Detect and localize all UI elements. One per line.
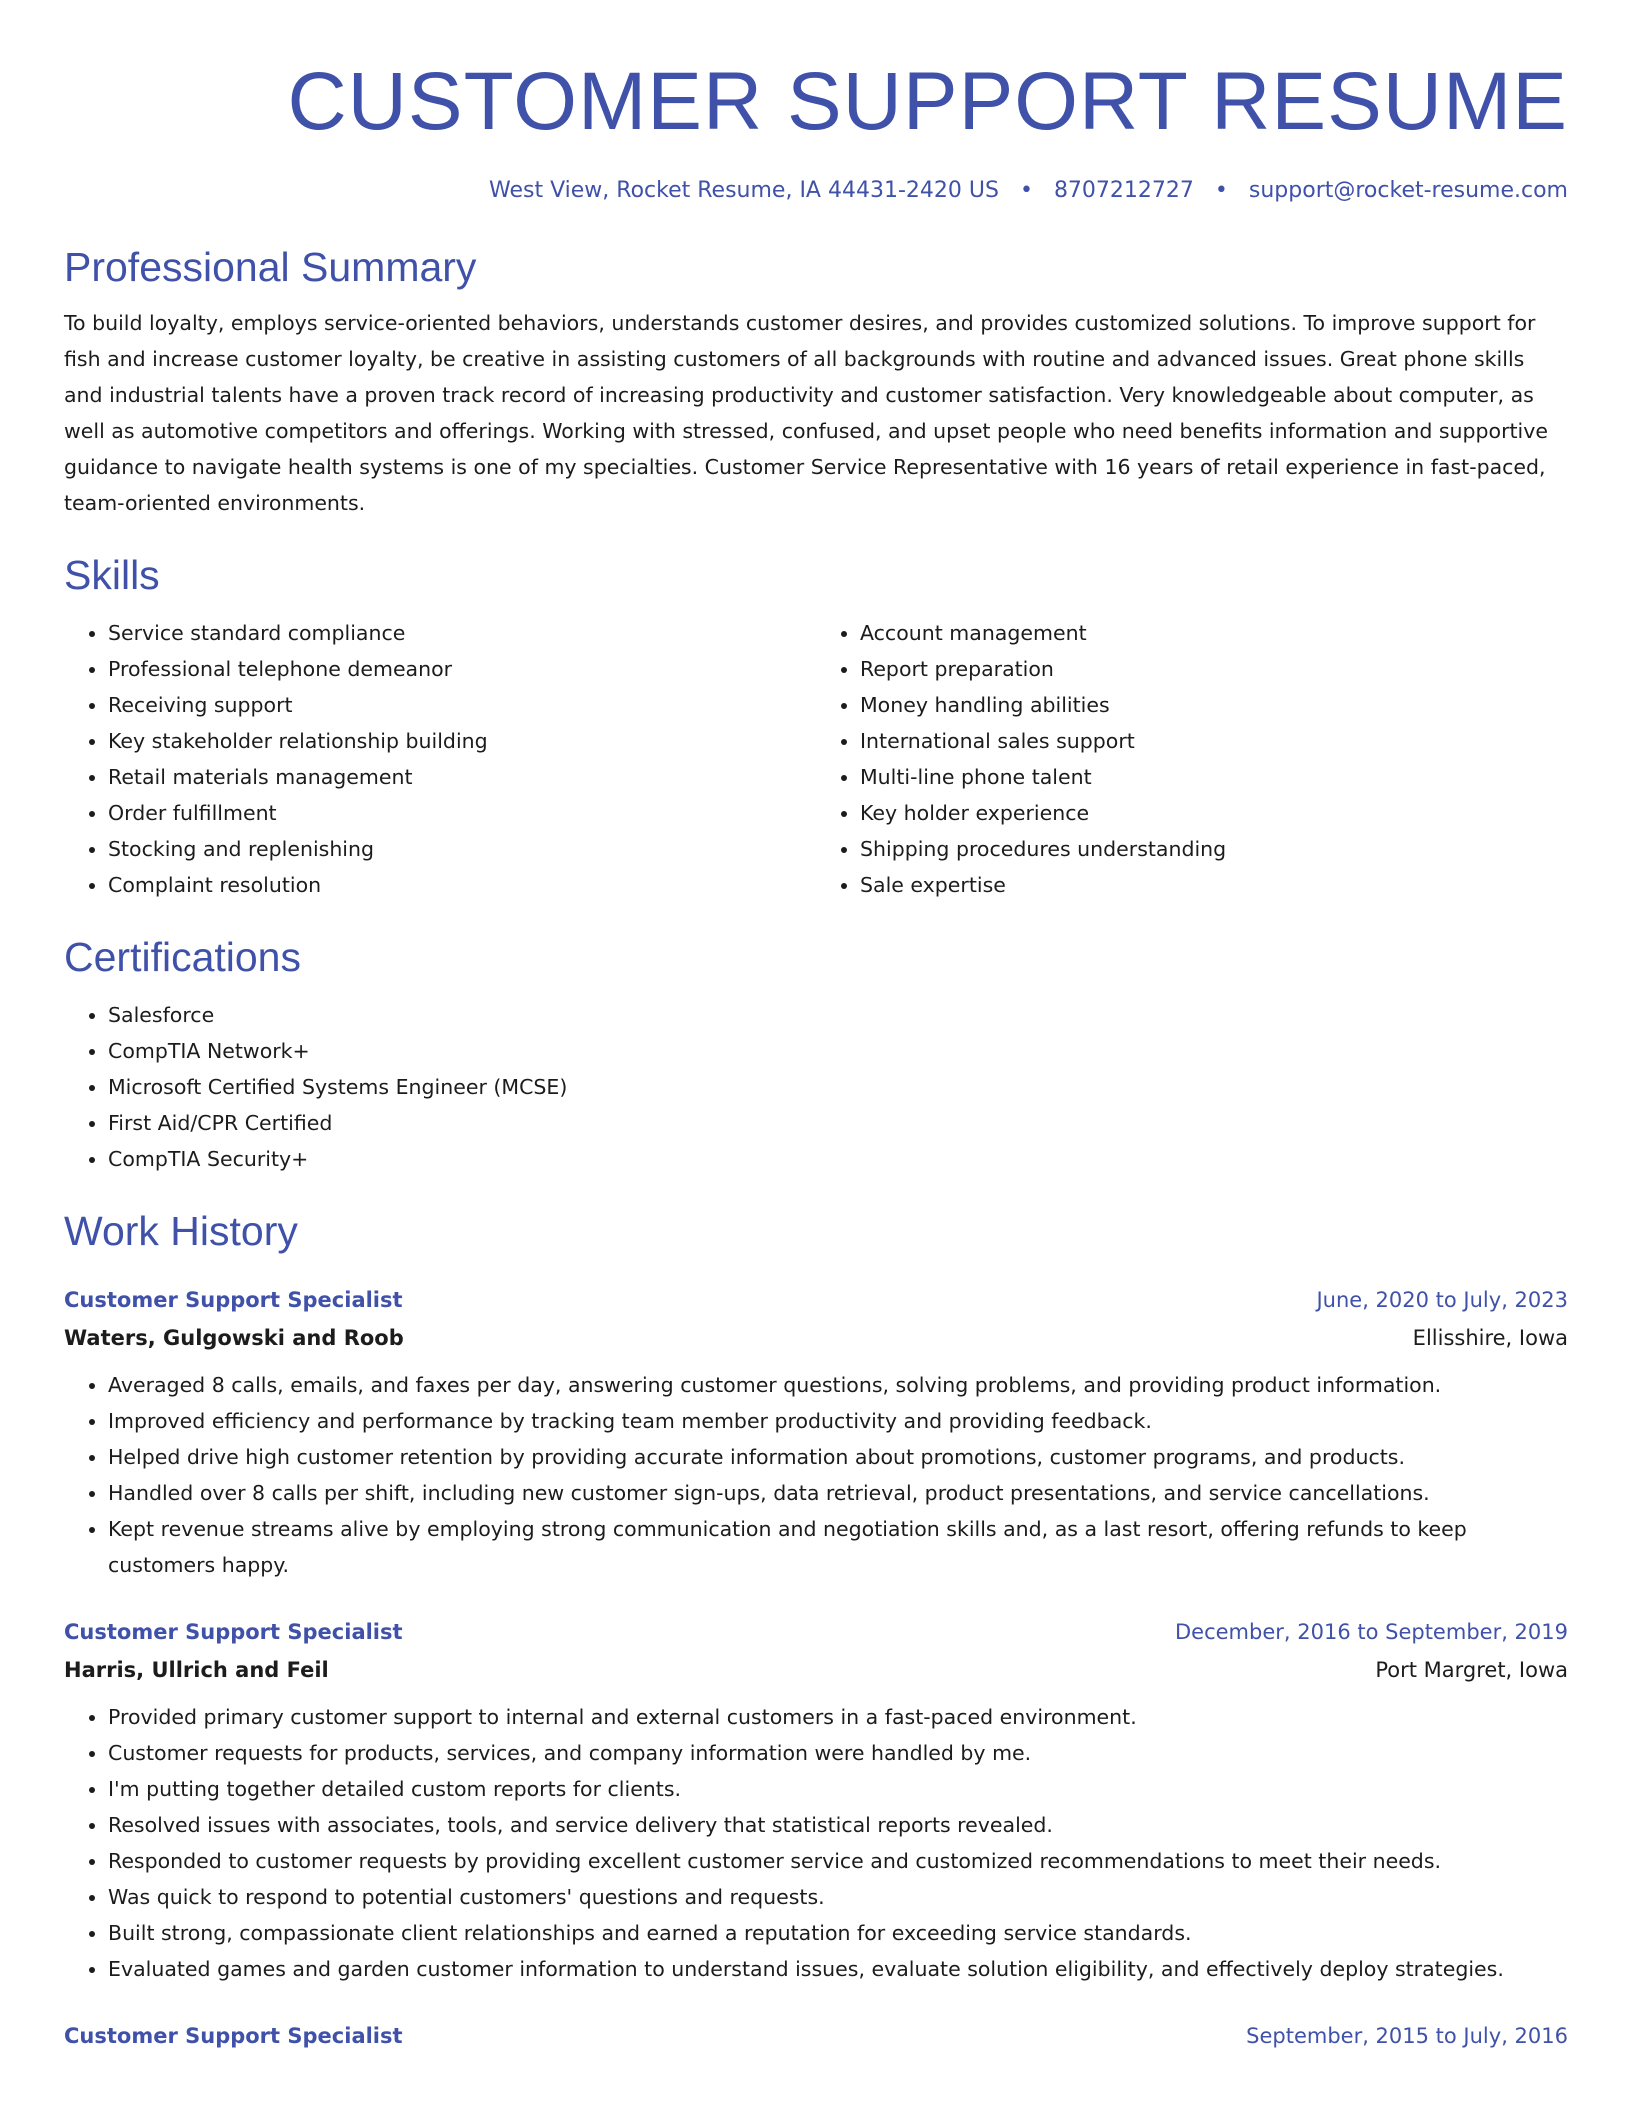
job-company: Harris, Ullrich and Feil	[64, 1658, 329, 1682]
skills-columns	[64, 603, 1568, 903]
job-bullet: • I'm putting together detailed custom reports for clients.	[108, 1771, 1568, 1807]
job-entry	[64, 2017, 1568, 2055]
skill-item: • International sales support	[860, 723, 1568, 759]
skill-item: • Shipping procedures understanding	[860, 831, 1568, 867]
skill-item: • Stocking and replenishing	[108, 831, 816, 867]
skills-list-right	[816, 615, 1568, 903]
skills-section	[64, 547, 1568, 903]
job-bullets	[64, 1367, 1568, 1583]
job-company: Waters, Gulgowski and Roob	[64, 1326, 404, 1350]
job-bullet: • Built strong, compassionate client relationships and earned a reputation for exceeding service standards.	[108, 1915, 1568, 1951]
contact-line	[64, 178, 1568, 203]
summary-text: To build loyalty, employs service-oriented behaviors, understands customer desires, and provides customized solutions. To improve support for fish and increase customer loyalty, be creative in assisting customers of all backgrounds with routine and advanced issues. Great phone skills and industrial talents have a proven track record of increasing productivity and customer satisfaction. Very knowledgeable about computer, as well as automotive competitors and offerings. Working with stressed, confused, and upset people who need benefits information and supportive guidance to navigate health systems is one of my specialties. Customer Service Representative with 16 years of retail experience in fast-paced, team-oriented environments.	[64, 311, 1548, 515]
job-title: Customer Support Specialist	[64, 2024, 403, 2048]
skill-item: • Order fulfillment	[108, 795, 816, 831]
job-title-row	[64, 2017, 1568, 2055]
work-history-heading: Work History	[64, 1208, 298, 1254]
contact-separator: •	[1019, 178, 1033, 203]
job-bullets	[64, 1699, 1568, 1987]
skill-item: • Complaint resolution	[108, 867, 816, 903]
job-bullet: • Helped drive high customer retention by providing accurate information about promotions, customer programs, and products.	[108, 1439, 1568, 1475]
skill-item: • Receiving support	[108, 687, 816, 723]
work-history-section	[64, 1203, 1568, 2055]
job-bullet: • Handled over 8 calls per shift, including new customer sign-ups, data retrieval, product presentations, and service cancellations.	[108, 1475, 1568, 1511]
certification-item: • Microsoft Certified Systems Engineer (MCSE)	[108, 1069, 1568, 1105]
skill-item: • Money handling abilities	[860, 687, 1568, 723]
job-company-row	[64, 1319, 1568, 1357]
job-bullet: • Improved efficiency and performance by tracking team member productivity and providing feedback.	[108, 1403, 1568, 1439]
resume-title: CUSTOMER SUPPORT RESUME	[287, 56, 1568, 147]
summary-section	[64, 239, 1568, 521]
skill-item: • Professional telephone demeanor	[108, 651, 816, 687]
job-bullet: • Kept revenue streams alive by employing strong communication and negotiation skills and, as a last resort, offering refunds to keep customers happy.	[108, 1511, 1568, 1583]
job-title-row	[64, 1613, 1568, 1651]
skill-item: • Multi-line phone talent	[860, 759, 1568, 795]
skill-item: • Report preparation	[860, 651, 1568, 687]
job-bullet: • Customer requests for products, services, and company information were handled by me.	[108, 1735, 1568, 1771]
contact-separator: •	[1214, 178, 1228, 203]
skill-item: • Key stakeholder relationship building	[108, 723, 816, 759]
skill-item: • Retail materials management	[108, 759, 816, 795]
job-bullet: • Responded to customer requests by providing excellent customer service and customized recommendations to meet their needs.	[108, 1843, 1568, 1879]
job-bullet: • Evaluated games and garden customer information to understand issues, evaluate solution eligibility, and effectively deploy strategies.	[108, 1951, 1568, 1987]
job-bullet: • Provided primary customer support to internal and external customers in a fast-paced environment.	[108, 1699, 1568, 1735]
job-dates: September, 2015 to July, 2016	[1246, 2024, 1568, 2048]
summary-heading: Professional Summary	[64, 244, 477, 290]
job-entry	[64, 1613, 1568, 1987]
job-title-row	[64, 1281, 1568, 1319]
job-location: Ellisshire, Iowa	[1412, 1326, 1568, 1350]
skills-heading: Skills	[64, 552, 160, 598]
job-bullet: • Averaged 8 calls, emails, and faxes per day, answering customer questions, solving problems, and providing product information.	[108, 1367, 1568, 1403]
certification-item: • Salesforce	[108, 997, 1568, 1033]
job-location: Port Margret, Iowa	[1375, 1658, 1568, 1682]
contact-phone: 8707212727	[1053, 178, 1194, 203]
job-bullet: • Was quick to respond to potential customers' questions and requests.	[108, 1879, 1568, 1915]
job-title: Customer Support Specialist	[64, 1288, 403, 1312]
job-company-row	[64, 1651, 1568, 1689]
skill-item: • Account management	[860, 615, 1568, 651]
certification-item: • First Aid/CPR Certified	[108, 1105, 1568, 1141]
job-dates: December, 2016 to September, 2019	[1175, 1620, 1568, 1644]
contact-email: support@rocket-resume.com	[1248, 178, 1568, 203]
contact-address: West View, Rocket Resume, IA 44431-2420 US	[489, 178, 999, 203]
job-title: Customer Support Specialist	[64, 1620, 403, 1644]
skill-item: • Key holder experience	[860, 795, 1568, 831]
certifications-heading: Certifications	[64, 934, 301, 980]
job-entry	[64, 1281, 1568, 1583]
certification-item: • CompTIA Network+	[108, 1033, 1568, 1069]
certification-item: • CompTIA Security+	[108, 1141, 1568, 1177]
skill-item: • Sale expertise	[860, 867, 1568, 903]
skill-item: • Service standard compliance	[108, 615, 816, 651]
resume-header	[64, 0, 1568, 203]
skills-list-left	[64, 615, 816, 903]
certifications-section	[64, 929, 1568, 1177]
job-bullet: • Resolved issues with associates, tools, and service delivery that statistical reports revealed.	[108, 1807, 1568, 1843]
job-dates: June, 2020 to July, 2023	[1316, 1288, 1568, 1312]
certifications-list	[64, 997, 1568, 1177]
